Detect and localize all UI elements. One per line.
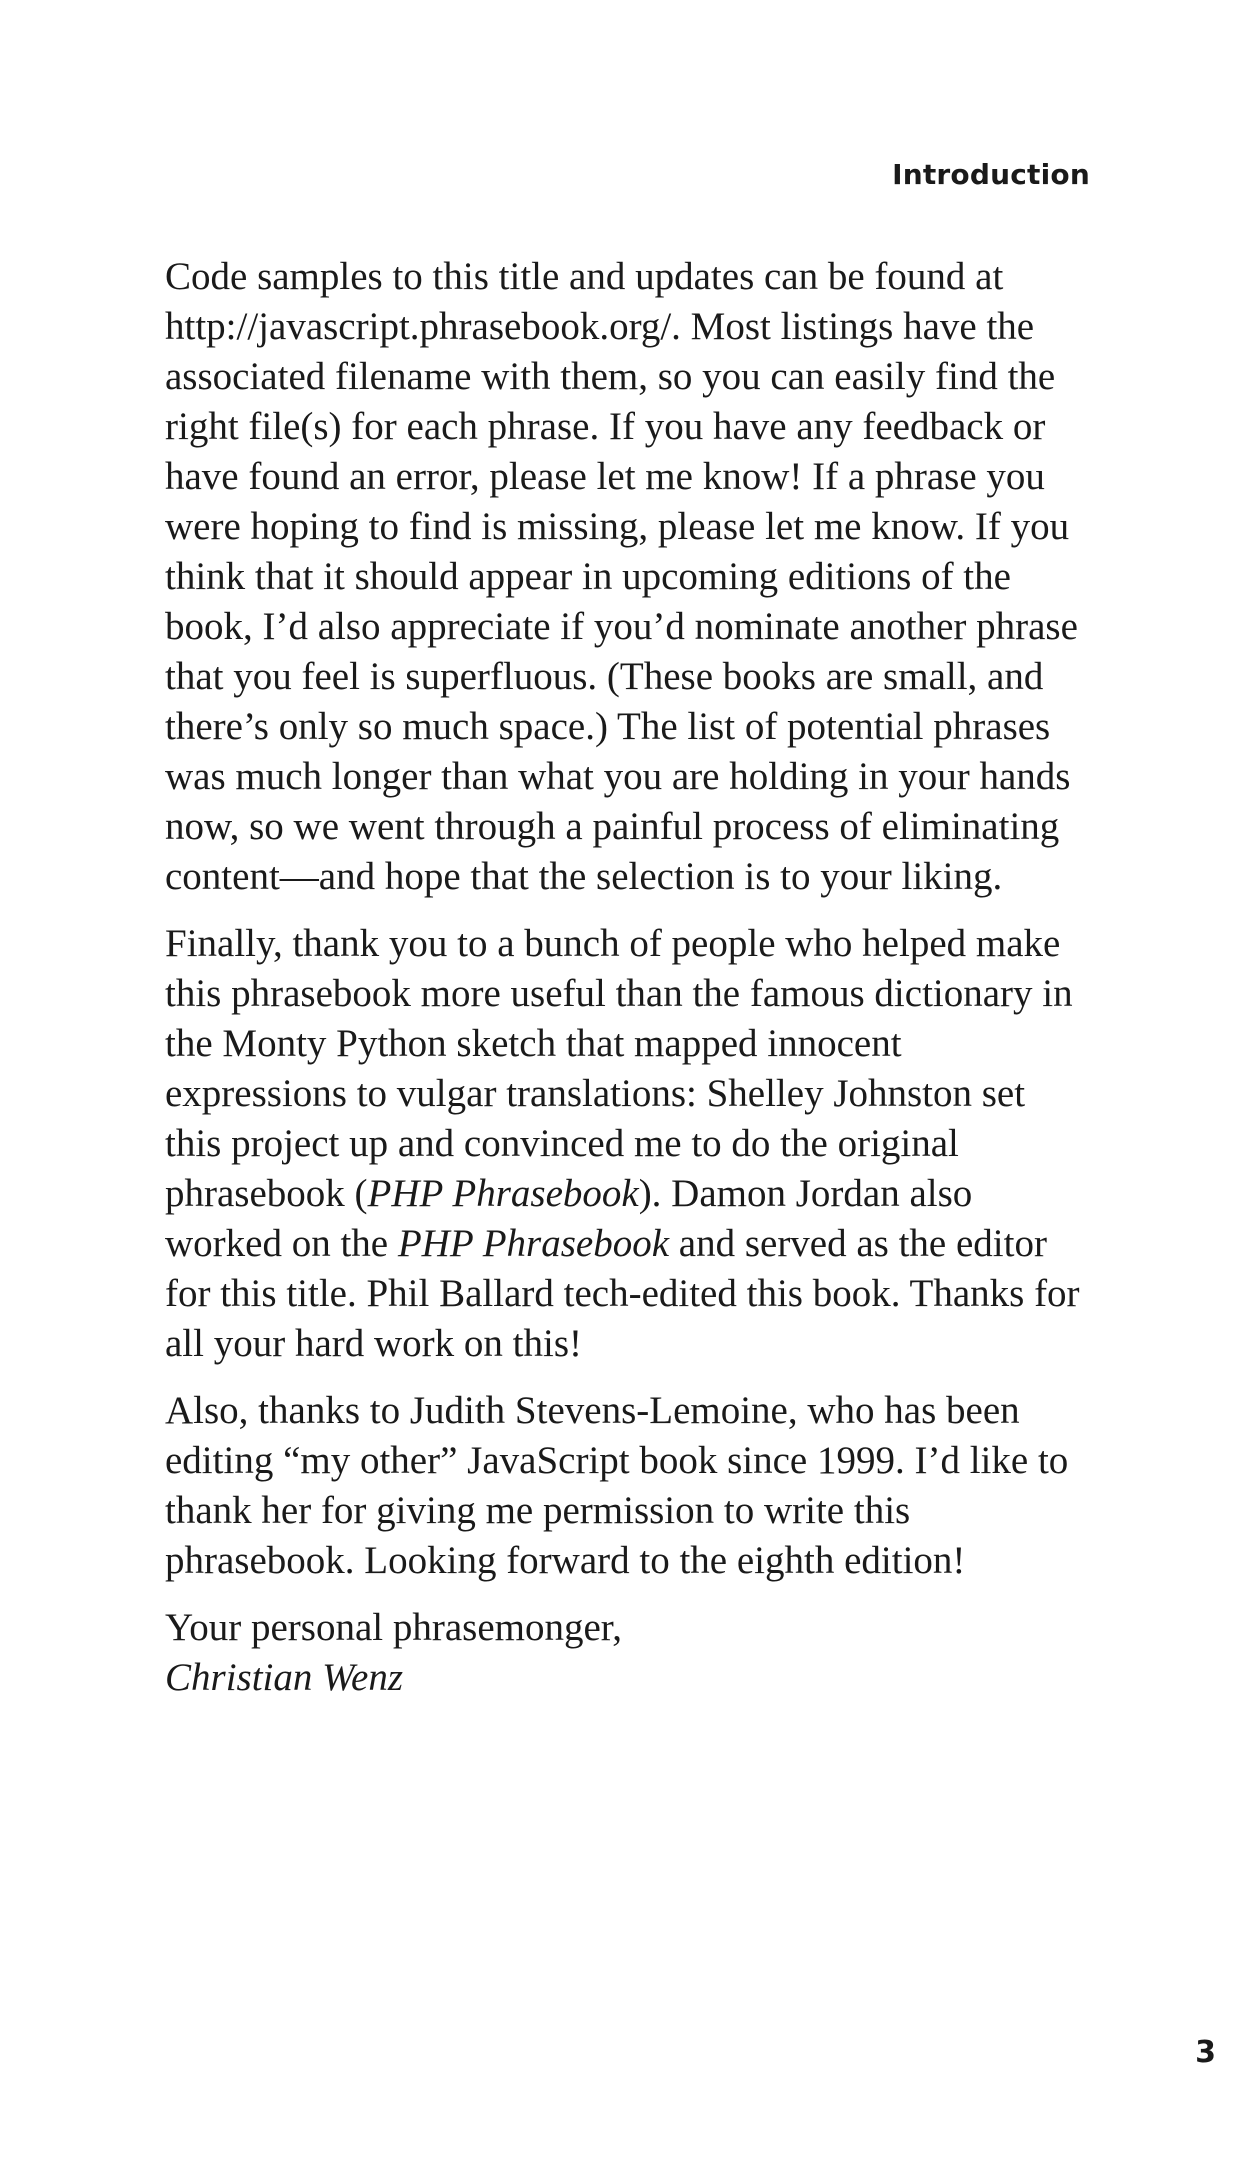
paragraph-thanks-judith: Also, thanks to Judith Stevens-Lemoine, who has been editing “my other” JavaScript book since 1999. I’d like to thank her for giving me permission to write this phrasebook. Looking forward to the eighth edition! <box>165 1389 1069 1582</box>
running-head: Introduction <box>892 158 1090 191</box>
book-title-php-phrasebook: PHP Phrasebook <box>367 1172 639 1215</box>
page-number: 3 <box>1195 2035 1216 2070</box>
signoff <box>165 1603 1085 1703</box>
paragraph-acknowledgments <box>165 919 1085 1369</box>
acknowledgments-text-2: ). Damon Jordan also worked on the <box>165 1172 973 1265</box>
acknowledgments-text-3: and served as the editor for this title. Phil Ballard tech-edited this book. Thanks for all your hard work on this! <box>165 1222 1080 1365</box>
acknowledgments-text-1: Finally, thank you to a bunch of people who helped make this phrasebook more useful than the famous dictionary in the Monty Python sketch that mapped innocent expressions to vulgar translations: Shelley Johnston set this project up and convinced me to do the original phrasebook ( <box>165 922 1073 1215</box>
signoff-signature: Christian Wenz <box>165 1656 404 1699</box>
book-title-php-phrasebook-2: PHP Phrasebook <box>397 1222 670 1265</box>
page-body <box>165 252 1085 1720</box>
paragraph-code-samples: Code samples to this title and updates can be found at http://javascript.phrasebook.org/. Most listings have the associated filename with them, so you can easily find the right file(s) for each phrase. If you have any feedback or have found an error, please let me know! If a phrase you were hoping to find is missing, please let me know. If you think that it should appear in upcoming editions of the book, I’d also appreciate if you’d nominate another phrase that you feel is superfluous. (These books are small, and there’s only so much space.) The list of potential phrases was much longer than what you are holding in your hands now, so we went through a painful process of eliminating content—and hope that the selection is to your liking. <box>165 255 1078 898</box>
signoff-closing: Your personal phrasemonger, <box>165 1606 622 1649</box>
